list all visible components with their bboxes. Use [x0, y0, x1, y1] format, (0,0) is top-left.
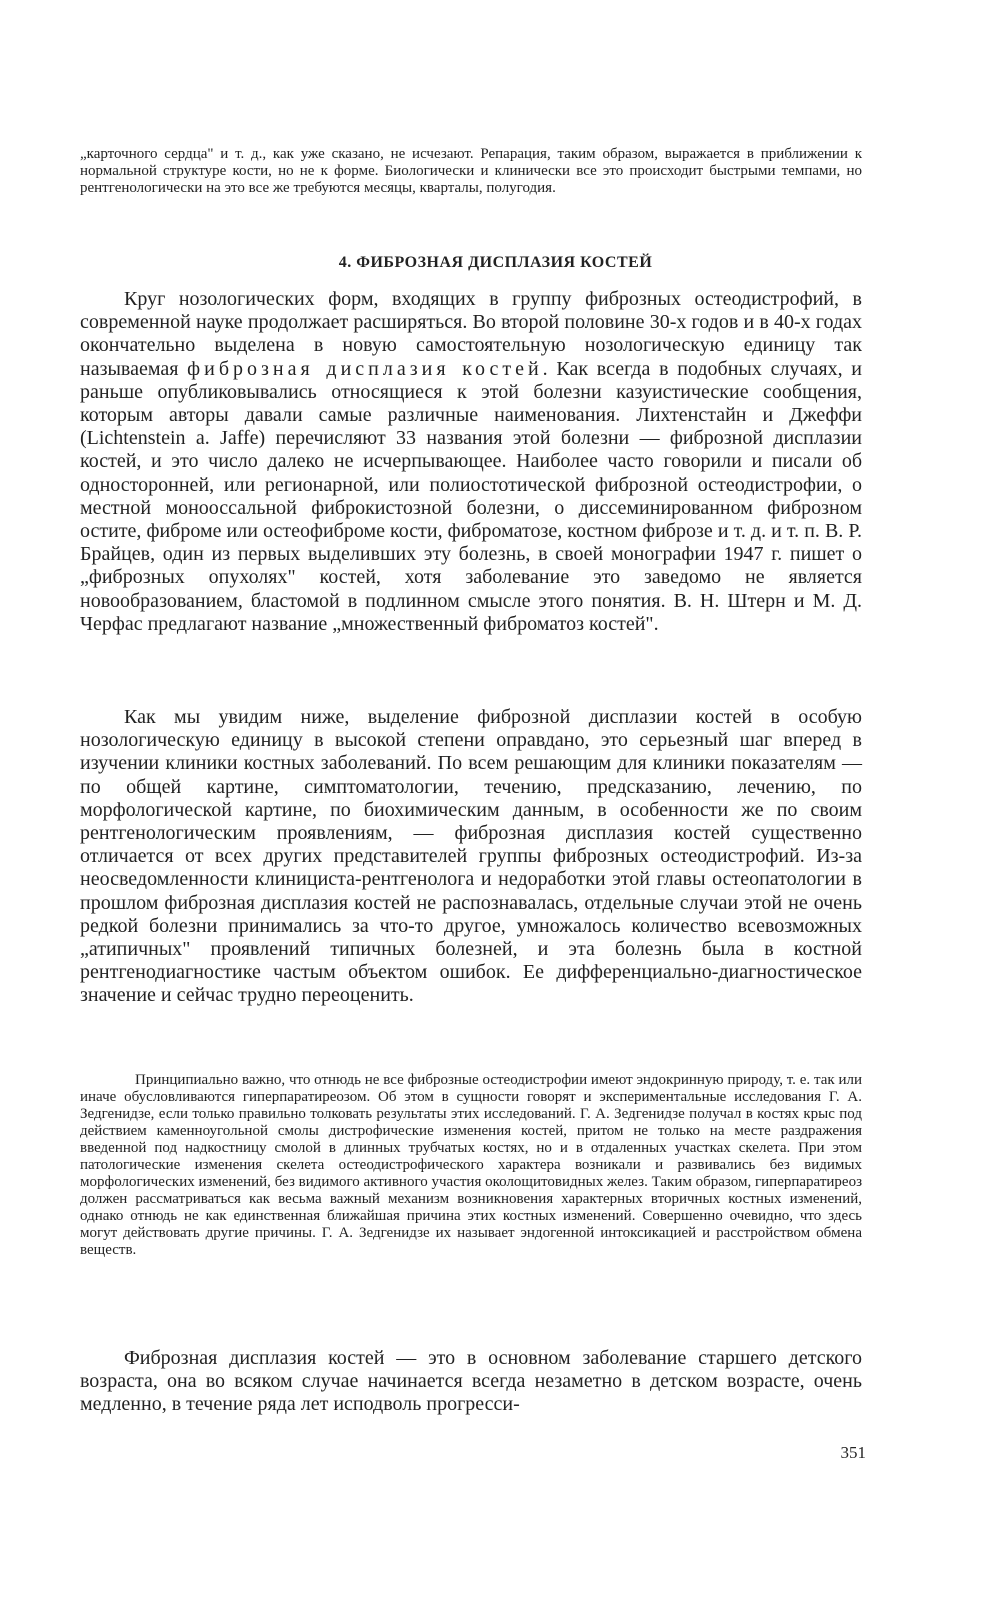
page-number: 351 — [840, 1443, 866, 1462]
body-paragraph-1 — [80, 288, 862, 636]
intro-paragraph: „карточного сердца" и т. д., как уже сказано, не исчезают. Репарация, таким образом, выражается в приближении к нормальной структуре кости, но не к форме. Биологически и клинически все это происходит быстрыми темпами, но рентгенологически на это все же требуются месяцы, кварталы, полугодия. — [80, 146, 862, 196]
section-heading: 4. ФИБРОЗНАЯ ДИСПЛАЗИЯ КОСТЕЙ — [338, 254, 653, 271]
small-print-note: Принципиально важно, что отнюдь не все фиброзные остеодистрофии имеют эндокринную природу, т. е. так или иначе обусловливаются гиперпаратиреозом. Об этом в сущности говорят и экспериментальные исследования Г. А. Зедгенидзе, если только правильно толковать результаты этих исследований. Г. А. Зедгенидзе получал в костях крыс под действием каменноугольной смолы дистрофические изменения костей, притом не только на месте раздражения введенной под надкостницу смолой в длинных трубчатых костях, но и в отдаленных участках скелета. При этом патологические изменения скелета остеодистрофического характера возникали и развивались без видимых морфологических изменений, без видимого активного участия околощитовидных желез. Таким образом, гиперпаратиреоз должен рассматриваться как весьма важный механизм возникновения характерных вторичных костных изменений, однако отнюдь не как единственная ближайшая причина этих костных изменений. Совершенно очевидно, что здесь могут действовать другие причины. Г. А. Зедгенидзе их называет эндогенной интоксикацией и расстройством обмена веществ. — [80, 1072, 862, 1258]
body-paragraph-2: Как мы увидим ниже, выделение фиброзной дисплазии костей в особую нозологическую единицу в высокой степени оправдано, это серьезный шаг вперед в изучении клиники костных заболеваний. По всем решающим для клиники показателям — по общей картине, симптоматологии, течению, предсказанию, лечению, по морфологической картине, по биохимическим данным, в особенности же по своим рентгенологическим проявлениям, — фиброзная дисплазия костей существенно отличается от всех других представителей группы фиброзных остеодистрофий. Из-за неосведомленности клинициста-рентгенолога и недоработки этой главы остеопатологии в прошлом фиброзная дисплазия костей не распознавалась, отдельные случаи этой не очень редкой болезни принимались за что-то другое, умножалось количество всевозможных „атипичных" проявлений типичных болезней, и эта болезнь была в костной рентгенодиагностике частым объектом ошибок. Ее дифференциально-диагностическое значение и сейчас трудно переоценить. — [80, 706, 862, 1007]
spaced-emphasis-term: фиброзная дисплазия костей — [187, 357, 543, 380]
body-paragraph-3: Фиброзная дисплазия костей — это в основном заболевание старшего детского возраста, она во всяком случае начинается всегда незаметно в детском возрасте, очень медленно, в течение ряда лет исподволь прогресси- — [80, 1347, 862, 1416]
paragraph-1-text-start: Круг нозологических форм, входящих в группу фиброзных остеодистрофий, в современной науке продолжает расширяться. Во второй половине 30-х годов и в 40-х годах окончательно выделена в новую самостоятельную нозологическую единицу так называемая — [80, 288, 862, 380]
paragraph-1-text-end: . Как всегда в подобных случаях, и раньше опубликовывались относящиеся к этой болезни казуистические сообщения, которым авторы давали самые различные наименования. Лихтенстайн и Джеффи (Lichtenstein a. Jaffe) перечисляют 33 названия этой болезни — фиброзной дисплазии костей, и это число далеко не исчерпывающее. Наиболее часто говорили и писали об односторонней, или регионарной, или полиостотической фиброзной остеодистрофии, о местной монооссальной фиброкистозной болезни, о диссеминированном фиброзном остите, фиброме или остеофиброме кости, фиброматозе, костном фиброзе и т. д. и т. п. В. Р. Брайцев, один из первых выделивших эту болезнь, в своей монографии 1947 г. пишет о „фиброзных опухолях" костей, хотя заболевание это заведомо не является новообразованием, бластомой в подлинном смысле этого понятия. В. Н. Штерн и М. Д. Черфас предлагают название „множественный фиброматоз костей". — [80, 357, 862, 635]
